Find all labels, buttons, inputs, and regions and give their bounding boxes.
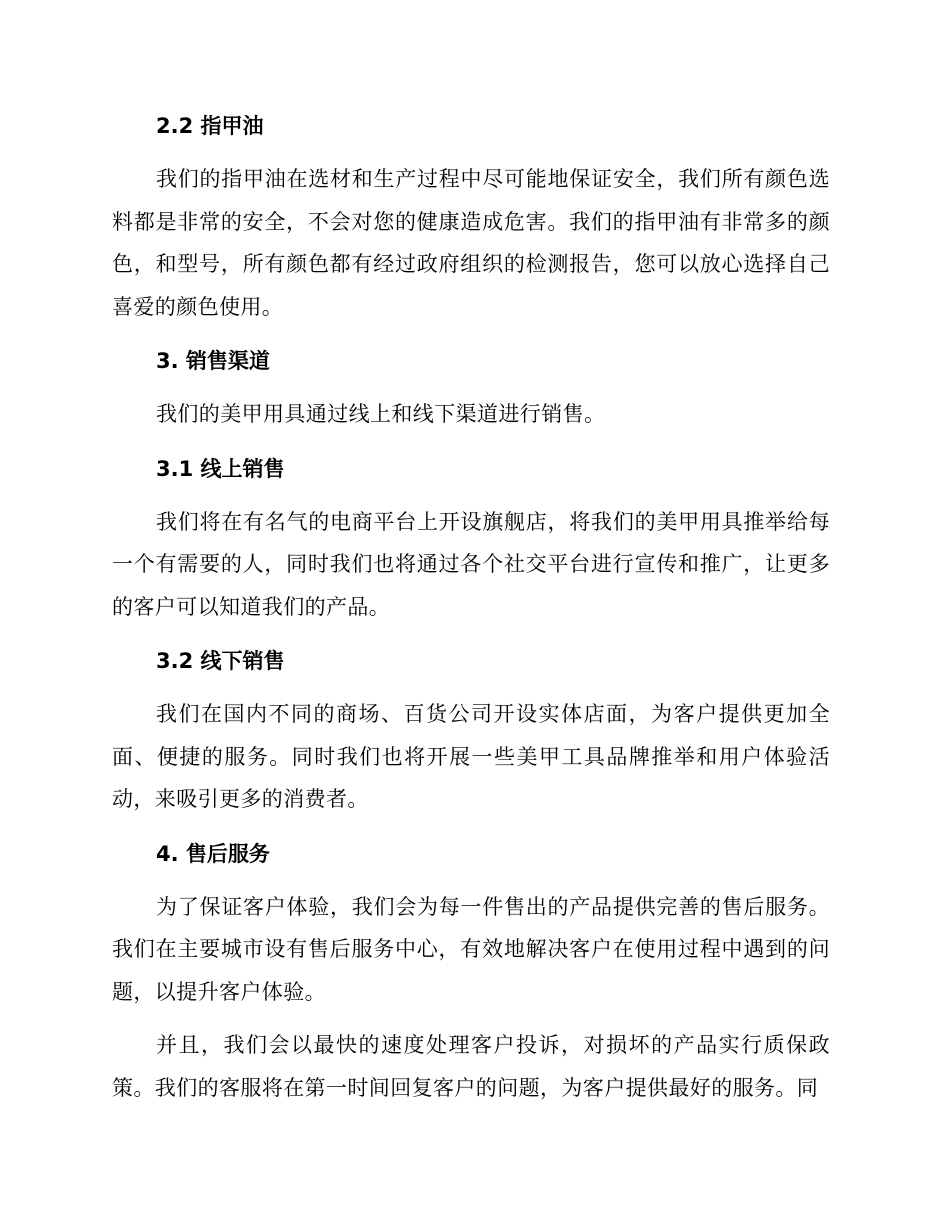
- paragraph-sales-channels: 我们的美甲用具通过线上和线下渠道进行销售。: [156, 402, 606, 426]
- paragraph-online-sales: 我们将在有名气的电商平台上开设旗舰店，将我们的美甲用具推举给每一个有需要的人，同时我们也将通过各个社交平台进行宣传和推广，让更多的客户可以知道我们的产品。: [112, 509, 830, 619]
- paragraph-offline-sales: 我们在国内不同的商场、百货公司开设实体店面，为客户提供更加全面、便捷的服务。同时我们也将开展一些美甲工具品牌推举和用户体验活动，来吸引更多的消费者。: [112, 702, 830, 811]
- section-heading-3-2: 3.2 线下销售: [156, 649, 285, 673]
- paragraph-after-sales-service: 为了保证客户体验，我们会为每一件售出的产品提供完善的售后服务。我们在主要城市设有售后服务中心，有效地解决客户在使用过程中遇到的问题，以提升客户体验。: [112, 894, 830, 1004]
- paragraph-complaint-handling: 并且，我们会以最快的速度处理客户投诉，对损坏的产品实行质保政策。我们的客服将在第一时间回复客户的问题，为客户提供最好的服务。同: [112, 1033, 830, 1100]
- paragraph-nail-polish: 我们的指甲油在选材和生产过程中尽可能地保证安全，我们所有颜色选料都是非常的安全，不会对您的健康造成危害。我们的指甲油有非常多的颜色，和型号，所有颜色都有经过政府组织的检测报告，您可以放心选择自己喜爱的颜色使用。: [112, 167, 830, 319]
- section-heading-4: 4. 售后服务: [156, 841, 270, 866]
- section-heading-3-1: 3.1 线上销售: [156, 456, 285, 481]
- document-body: [112, 104, 830, 1120]
- section-heading-3: 3. 销售渠道: [156, 349, 270, 373]
- section-heading-2-2: 2.2 指甲油: [156, 114, 264, 138]
